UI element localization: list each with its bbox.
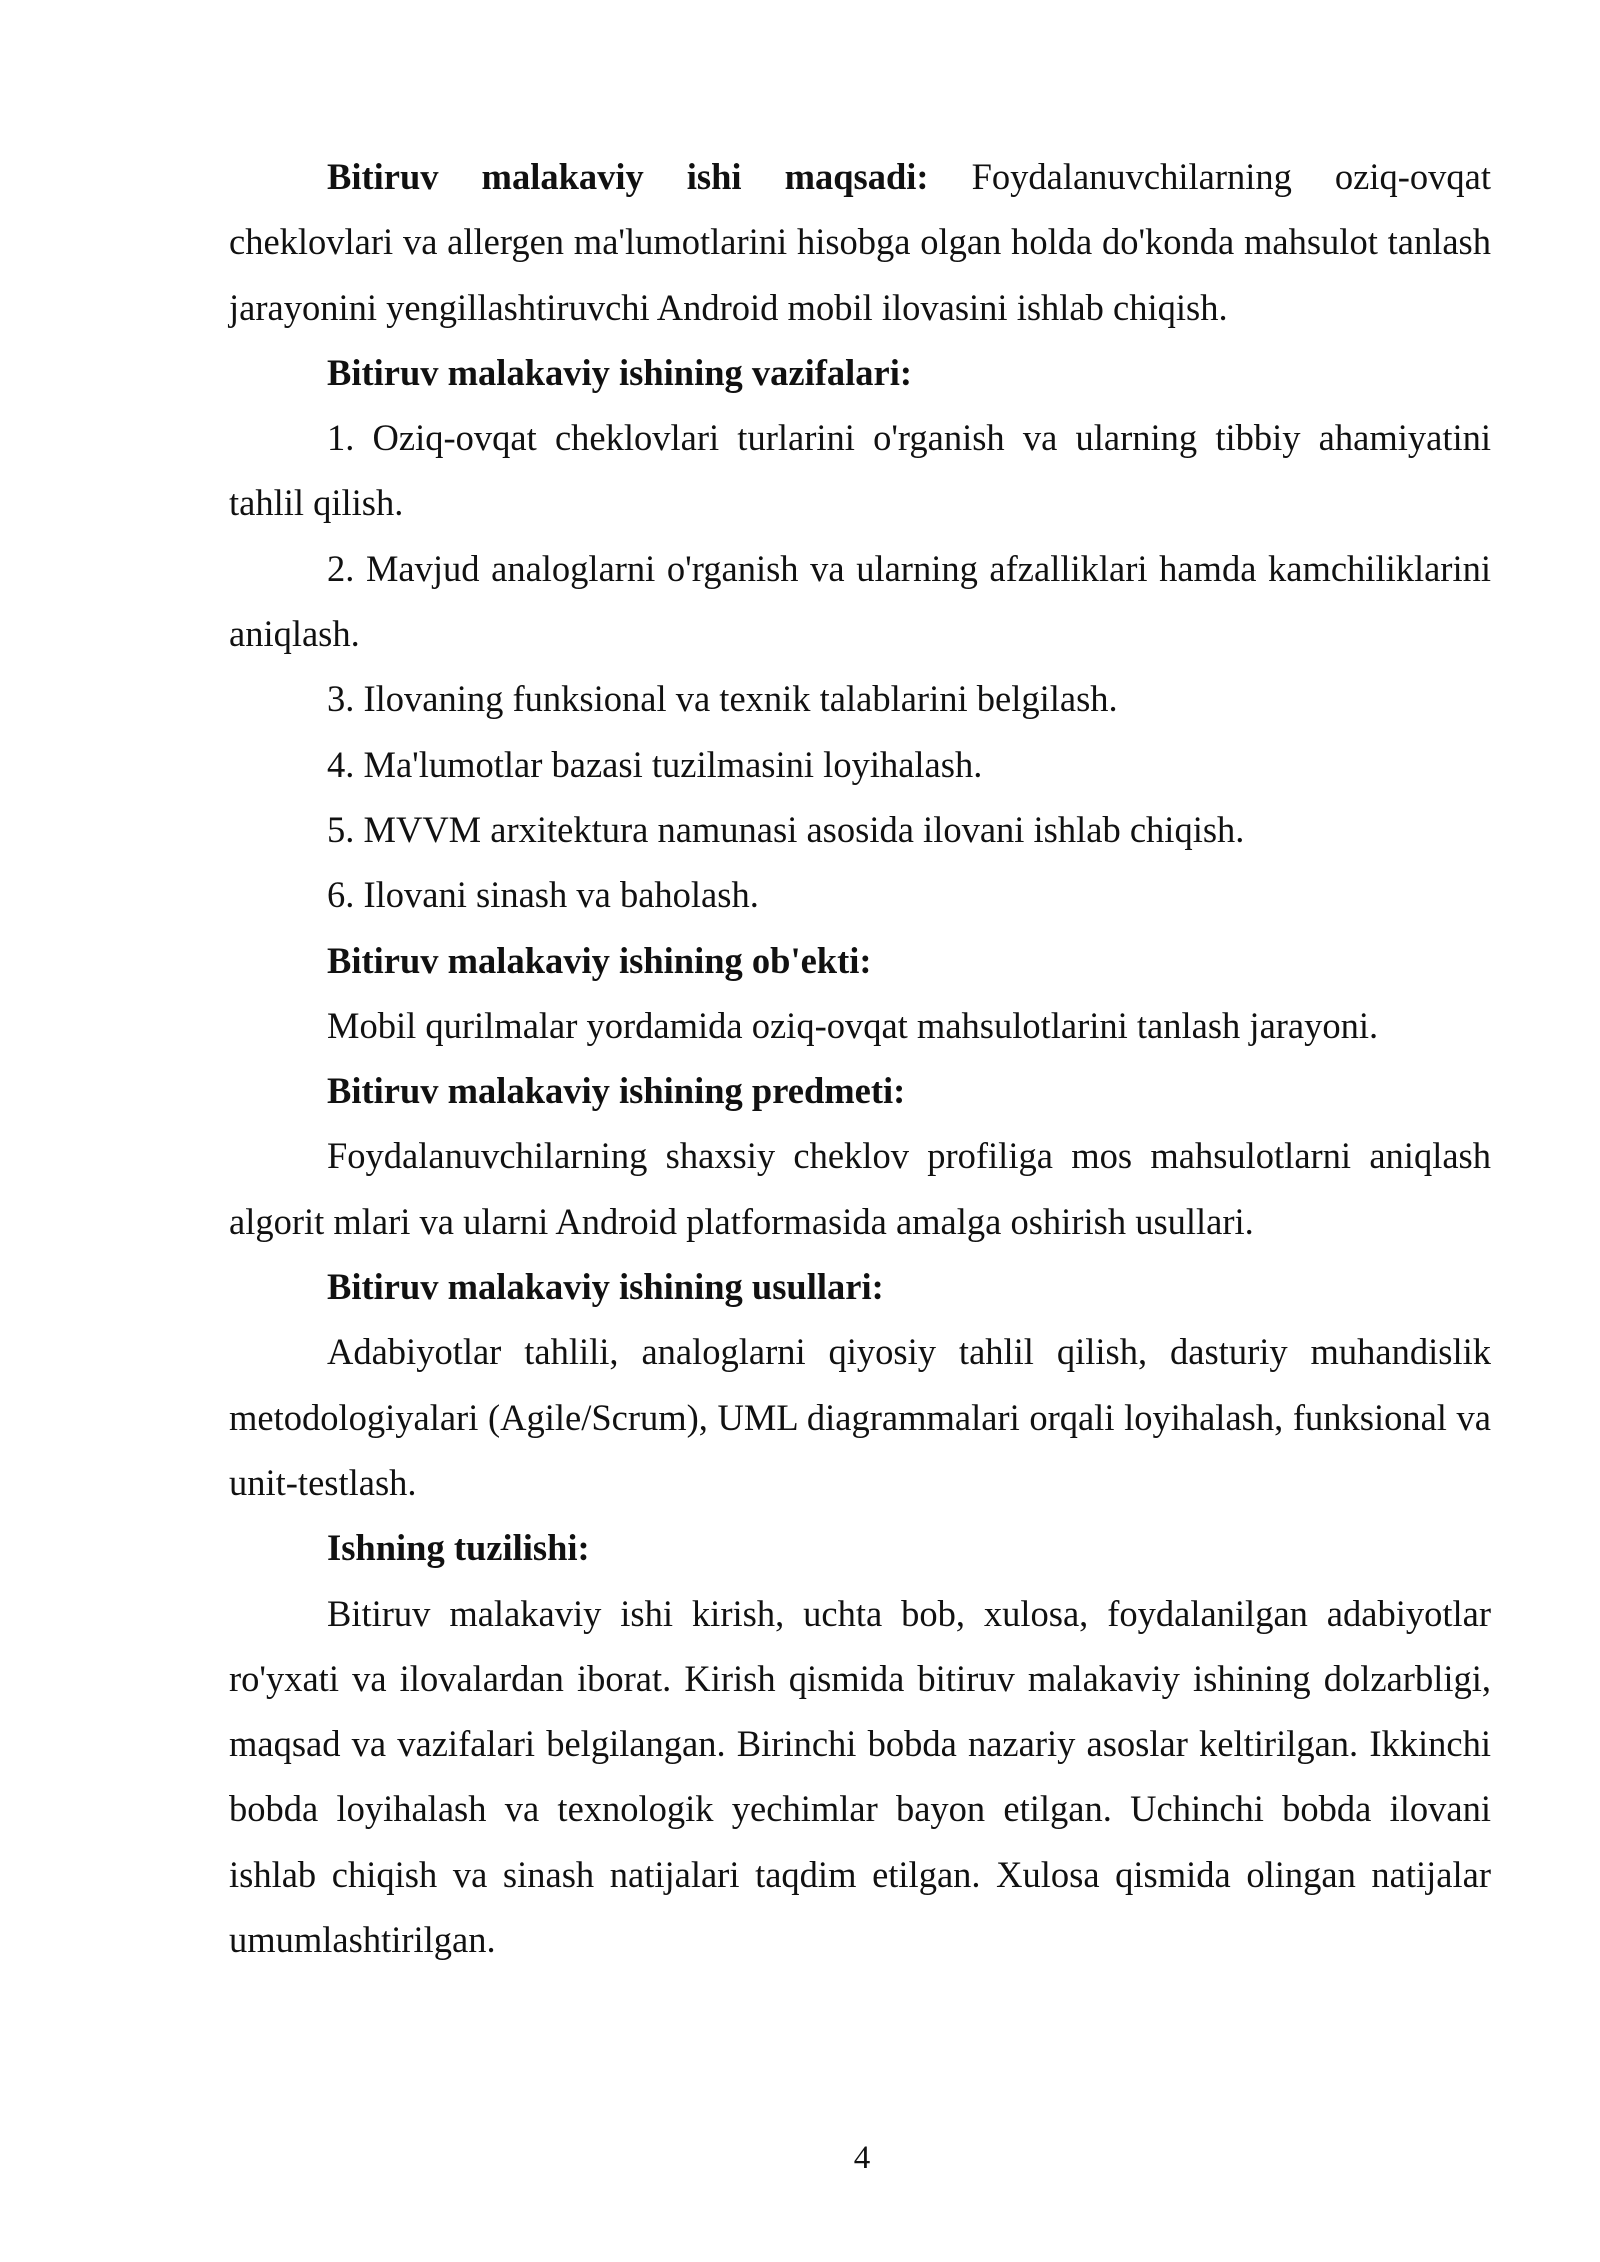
- object-heading: Bitiruv malakaviy ishining ob'ekti:: [327, 939, 872, 981]
- task-item-1: 1. Oziq-ovqat cheklovlari turlarini o'rganish va ularning tibbiy ahamiyatini tahlil qilish.: [229, 417, 1491, 524]
- object-text: Mobil qurilmalar yordamida oziq-ovqat mahsulotlarini tanlash jarayoni.: [327, 1004, 1379, 1046]
- structure-text: Bitiruv malakaviy ishi kirish, uchta bob, xulosa, foydalanilgan adabiyotlar ro'yxati va ilovalardan iborat. Kirish qismida bitiruv malakaviy ishining dolzarbligi, maqsad va vazifalari belgilangan. Birinchi bobda nazariy asoslar keltirilgan. Ikkinchi bobda loyihalash va texnologik yechimlar bayon etilgan. Uchinchi bobda ilovani ishlab chiqish va sinash natijalari taqdim etilgan. Xulosa qismida olingan natijalar umumlashtirilgan.: [229, 1592, 1491, 1961]
- tasks-heading: Bitiruv malakaviy ishining vazifalari:: [327, 351, 913, 393]
- subject-heading: Bitiruv malakaviy ishining predmeti:: [327, 1070, 906, 1112]
- goal-label: Bitiruv malakaviy ishi maqsadi:: [327, 156, 929, 197]
- goal-text: Foydalanuvchilarning oziq-ovqat cheklovlari va allergen ma'lumotlarini hisobga olgan holda do'konda mahsulot tanlash jarayonini yengillashtiruvchi Android mobil ilovasini ishlab chiqish.: [229, 156, 1492, 328]
- goal-paragraph: [229, 144, 1491, 340]
- subject-text: Foydalanuvchilarning shaxsiy cheklov profiliga mos mahsulotlarni aniqlash algorit mlari va ularni Android platformasida amalga oshirish usullari.: [229, 1135, 1491, 1242]
- structure-heading: Ishning tuzilishi:: [327, 1527, 590, 1569]
- task-item-5: 5. MVVM arxitektura namunasi asosida ilovani ishlab chiqish.: [327, 808, 1245, 850]
- methods-heading: Bitiruv malakaviy ishining usullari:: [327, 1266, 884, 1308]
- task-item-6: 6. Ilovani sinash va baholash.: [327, 874, 759, 916]
- page-number: 4: [853, 2140, 871, 2176]
- task-item-2: 2. Mavjud analoglarni o'rganish va ularning afzalliklari hamda kamchiliklarini aniqlash.: [229, 547, 1491, 655]
- task-item-3: 3. Ilovaning funksional va texnik talablarini belgilash.: [327, 678, 1118, 720]
- methods-text: Adabiyotlar tahlili, analoglarni qiyosiy tahlil qilish, dasturiy muhandislik metodologiyalari (Agile/Scrum), UML diagrammalari orqali loyihalash, funksional va unit-testlash.: [229, 1331, 1491, 1503]
- task-item-4: 4. Ma'lumotlar bazasi tuzilmasini loyihalash.: [327, 743, 983, 785]
- document-page: [229, 144, 1491, 1972]
